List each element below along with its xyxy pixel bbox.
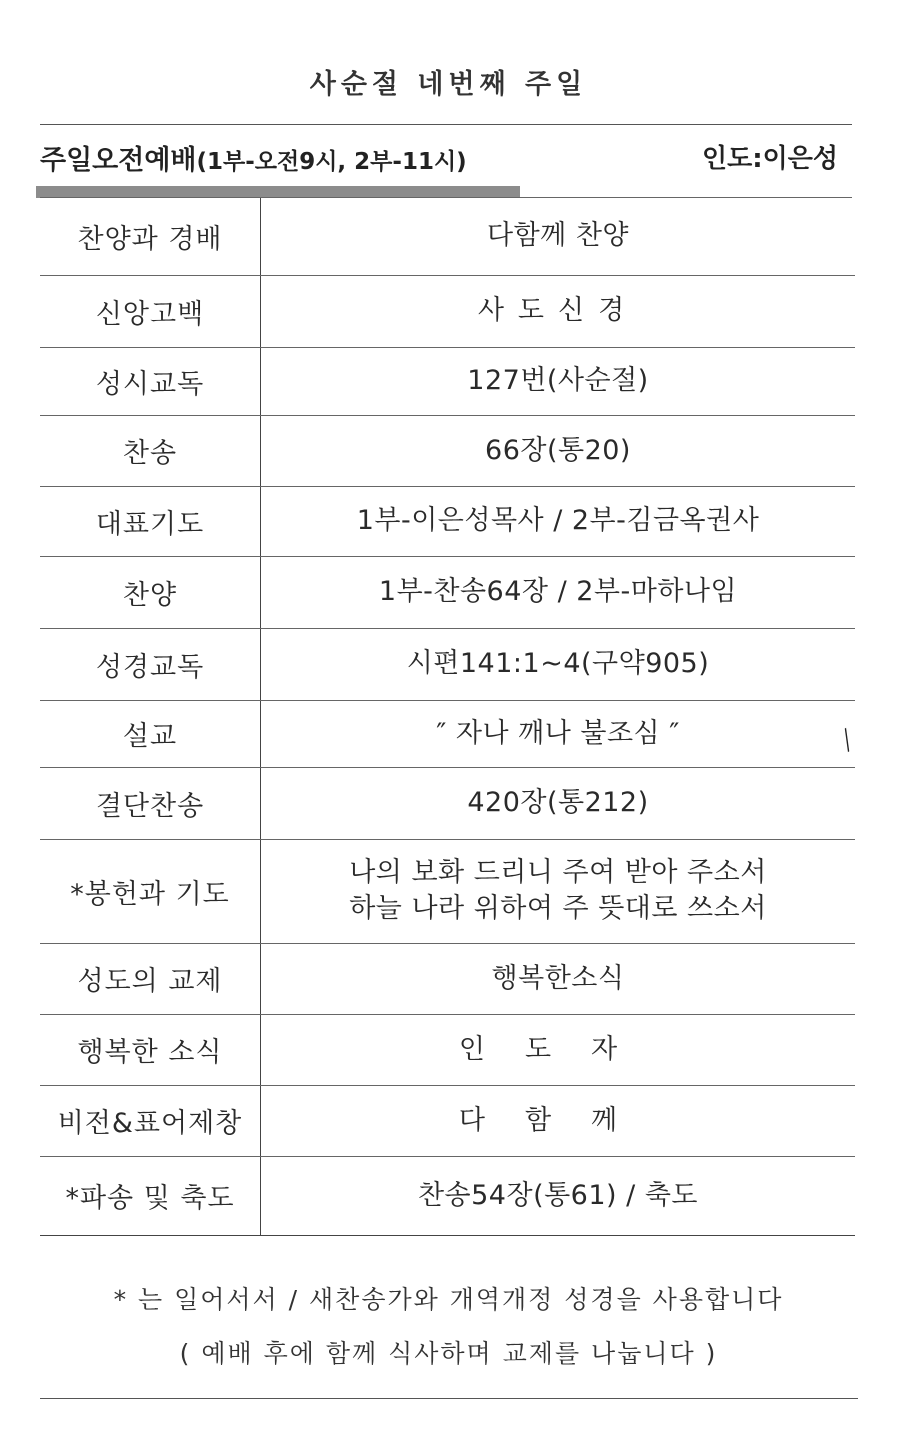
- service-leader: 인도:이은성: [702, 144, 838, 174]
- service-title: [40, 138, 467, 177]
- order-of-worship-table: [40, 198, 855, 1236]
- program-row: [40, 275, 855, 347]
- program-value: 1부-찬송64장 / 2부-마하나임: [261, 556, 856, 628]
- program-value: 사도신경: [261, 275, 856, 347]
- program-value: [261, 839, 856, 943]
- program-value: 인도자: [261, 1014, 856, 1085]
- program-label: 찬양과 경배: [40, 198, 261, 275]
- program-row: [40, 1085, 855, 1156]
- program-value: 시편141:1~4(구약905): [261, 628, 856, 700]
- program-label: *파송 및 축도: [40, 1156, 261, 1235]
- program-row: [40, 486, 855, 556]
- service-header: [40, 138, 852, 178]
- program-row: [40, 943, 855, 1014]
- program-value: 66장(통20): [261, 415, 856, 486]
- divider-bottom: [40, 1398, 858, 1399]
- service-name: 주일오전예배: [40, 145, 197, 176]
- program-row: [40, 198, 855, 275]
- offering-hymn-line-2: 하늘 나라 위하여 주 뜻대로 쓰소서: [349, 893, 767, 924]
- program-label: 성도의 교제: [40, 943, 261, 1014]
- program-value: 다함께 찬양: [261, 198, 856, 275]
- program-label: 성시교독: [40, 347, 261, 415]
- program-row: [40, 767, 855, 839]
- program-label: 찬송: [40, 415, 261, 486]
- page-title: 사순절 네번째 주일: [309, 69, 588, 100]
- service-times: (1부-오전9시, 2부-11시): [196, 149, 467, 175]
- program-label: 비전&표어제창: [40, 1085, 261, 1156]
- program-value: 다함께: [261, 1085, 856, 1156]
- program-value: 1부-이은성목사 / 2부-김금옥권사: [261, 486, 856, 556]
- program-value: 420장(통212): [261, 767, 856, 839]
- program-value: ″ 자나 깨나 불조심 ″: [261, 700, 856, 767]
- program-row: [40, 839, 855, 943]
- program-row: [40, 415, 855, 486]
- program-row: [40, 1156, 855, 1235]
- program-value: 찬송54장(통61) / 축도: [261, 1156, 856, 1235]
- program-value: 행복한소식: [261, 943, 856, 1014]
- program-label: 찬양: [40, 556, 261, 628]
- program-label: 행복한 소식: [40, 1014, 261, 1085]
- footer-note: * 는 일어서서 / 새찬송가와 개역개정 성경을 사용합니다: [113, 1285, 784, 1314]
- program-value: 127번(사순절): [261, 347, 856, 415]
- program-label: 설교: [40, 700, 261, 767]
- program-label: 대표기도: [40, 486, 261, 556]
- program-label: 성경교독: [40, 628, 261, 700]
- program-label: *봉헌과 기도: [40, 839, 261, 943]
- program-row: [40, 556, 855, 628]
- program-row: [40, 1014, 855, 1085]
- program-label: 신앙고백: [40, 275, 261, 347]
- pen-mark: ╱: [836, 728, 858, 753]
- program-label: 결단찬송: [40, 767, 261, 839]
- footer-meal-note: ( 예배 후에 함께 식사하며 교제를 나눕니다 ): [179, 1339, 718, 1368]
- program-row: [40, 347, 855, 415]
- offering-hymn-line-1: 나의 보화 드리니 주여 받아 주소서: [349, 857, 767, 888]
- program-row: [40, 628, 855, 700]
- divider-top: [40, 124, 852, 125]
- program-row: [40, 700, 855, 767]
